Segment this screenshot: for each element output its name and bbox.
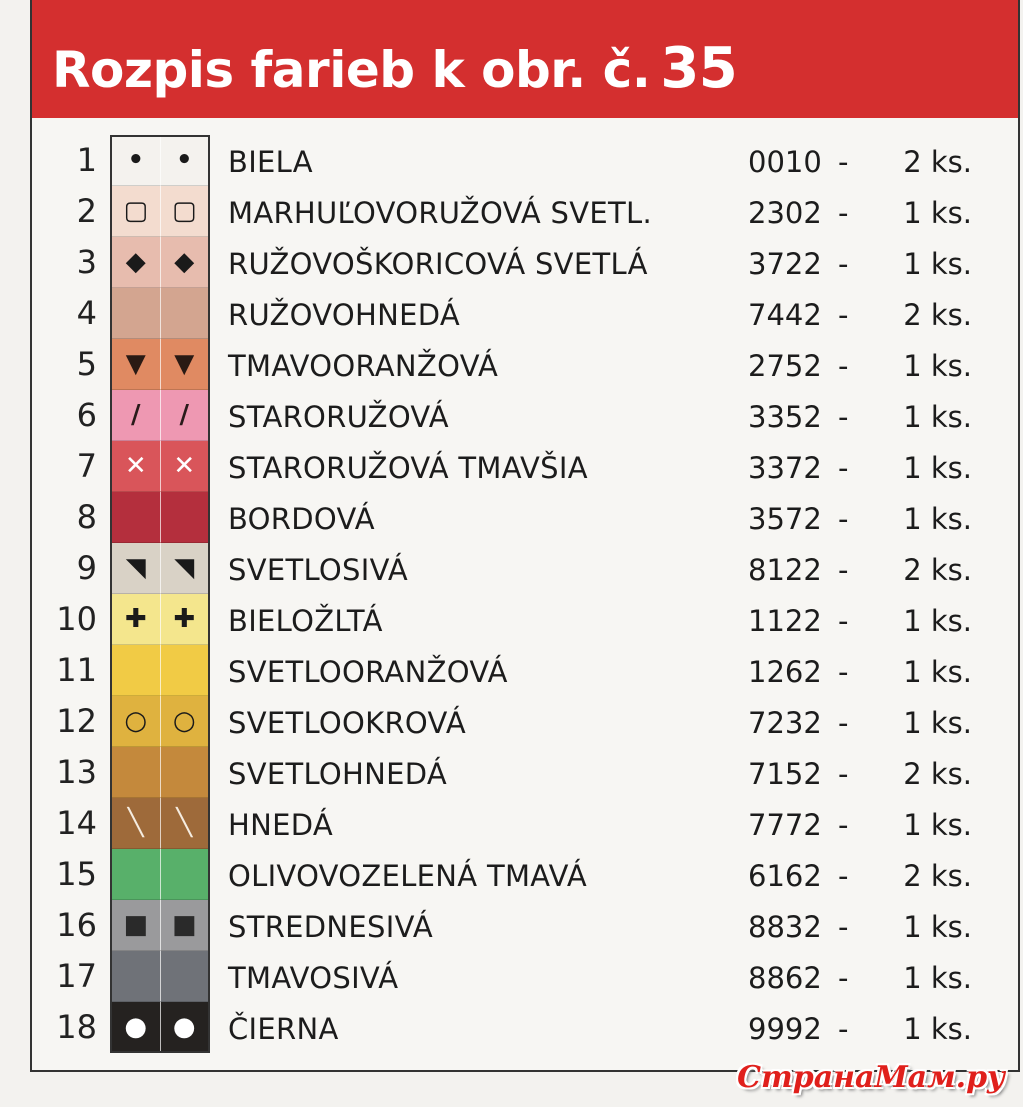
color-code: 1122 [748,604,822,638]
color-swatch-pair [110,1002,210,1053]
plus-icon: ✚ [112,594,161,645]
slash-icon: / [112,390,161,441]
separator-dash: - [838,553,849,587]
cross-icon: ✕ [161,441,209,492]
color-name: STREDNESIVÁ [228,910,434,944]
quantity: 2 ks. [903,859,972,893]
color-row [32,900,1018,951]
separator-dash: - [838,1012,849,1046]
row-number: 14 [56,804,97,842]
square-outline-icon: ▢ [112,186,161,237]
separator-dash: - [838,298,849,332]
color-name: STARORUŽOVÁ [228,400,449,434]
title-text: Rozpis farieb k obr. č. [52,41,651,99]
square-filled-icon: ■ [161,900,209,951]
quantity: 1 ks. [903,196,972,230]
color-swatch-pair [110,951,210,1002]
row-number: 2 [76,192,97,230]
quantity: 1 ks. [903,604,972,638]
quantity: 1 ks. [903,349,972,383]
row-number: 15 [56,855,97,893]
color-name: BIELOŽLTÁ [228,604,383,638]
color-swatch-pair [110,798,210,849]
header-banner [32,0,1018,118]
color-row [32,1002,1018,1053]
quantity: 1 ks. [903,247,972,281]
color-swatch [112,645,161,696]
color-swatch [161,492,209,543]
color-swatch [161,951,209,1002]
color-swatch [161,288,209,339]
row-number: 11 [56,651,97,689]
separator-dash: - [838,961,849,995]
quantity: 1 ks. [903,451,972,485]
watermark-logo: СтранаМам.ру [737,1060,1005,1095]
separator-dash: - [838,145,849,179]
quantity: 1 ks. [903,400,972,434]
color-code: 0010 [748,145,822,179]
color-swatch-pair [110,441,210,492]
backslash-icon: ╲ [112,798,161,849]
quantity: 2 ks. [903,757,972,791]
row-number: 6 [76,396,97,434]
color-code: 3372 [748,451,822,485]
color-code: 3352 [748,400,822,434]
color-chart-card [30,0,1020,1072]
quantity: 1 ks. [903,502,972,536]
quantity: 1 ks. [903,1012,972,1046]
triangle-down-icon: ▼ [161,339,209,390]
quantity: 1 ks. [903,655,972,689]
separator-dash: - [838,349,849,383]
row-number: 5 [76,345,97,383]
color-code: 7442 [748,298,822,332]
color-name: RUŽOVOŠKORICOVÁ SVETLÁ [228,247,648,281]
quantity: 1 ks. [903,961,972,995]
page-title [52,36,737,101]
color-code: 7232 [748,706,822,740]
row-number: 16 [56,906,97,944]
color-row [32,645,1018,696]
title-number: 35 [660,36,738,101]
color-code: 2752 [748,349,822,383]
separator-dash: - [838,604,849,638]
color-code: 1262 [748,655,822,689]
color-code: 8862 [748,961,822,995]
row-number: 10 [56,600,97,638]
color-name: BORDOVÁ [228,502,375,536]
separator-dash: - [838,859,849,893]
separator-dash: - [838,757,849,791]
color-row [32,594,1018,645]
cross-icon: ✕ [112,441,161,492]
color-name: SVETLOSIVÁ [228,553,409,587]
color-swatch-pair [110,849,210,900]
color-name: TMAVOORANŽOVÁ [228,349,499,383]
color-swatch [112,951,161,1002]
square-outline-icon: ▢ [161,186,209,237]
color-name: HNEDÁ [228,808,333,842]
color-name: ČIERNA [228,1012,339,1046]
dot-icon: • [112,135,161,186]
color-swatch-pair [110,747,210,798]
color-row [32,390,1018,441]
separator-dash: - [838,808,849,842]
color-row [32,288,1018,339]
color-swatch-pair [110,492,210,543]
color-swatch-pair [110,696,210,747]
color-swatch-pair [110,339,210,390]
color-swatch-pair [110,135,210,186]
color-row [32,798,1018,849]
color-swatch [112,492,161,543]
color-row [32,747,1018,798]
separator-dash: - [838,910,849,944]
separator-dash: - [838,706,849,740]
quantity: 2 ks. [903,553,972,587]
color-swatch-pair [110,186,210,237]
row-number: 4 [76,294,97,332]
color-name: SVETLOOKROVÁ [228,706,466,740]
dot-white-icon: ● [112,1002,161,1053]
plus-icon: ✚ [161,594,209,645]
diamond-icon: ◆ [161,237,209,288]
separator-dash: - [838,655,849,689]
color-swatch [112,849,161,900]
row-number: 7 [76,447,97,485]
circle-outline-icon: ○ [112,696,161,747]
color-code: 2302 [748,196,822,230]
color-swatch-pair [110,543,210,594]
color-row [32,543,1018,594]
color-row [32,339,1018,390]
diamond-icon: ◆ [112,237,161,288]
corner-triangle-icon: ◥ [112,543,161,594]
dot-white-icon: ● [161,1002,209,1053]
color-name: SVETLOHNEDÁ [228,757,448,791]
separator-dash: - [838,400,849,434]
color-row [32,186,1018,237]
color-name: RUŽOVOHNEDÁ [228,298,460,332]
quantity: 1 ks. [903,706,972,740]
row-number: 13 [56,753,97,791]
row-number: 3 [76,243,97,281]
color-name: SVETLOORANŽOVÁ [228,655,508,689]
triangle-down-icon: ▼ [112,339,161,390]
color-swatch-pair [110,390,210,441]
row-number: 18 [56,1008,97,1046]
color-row [32,492,1018,543]
color-code: 3722 [748,247,822,281]
color-swatch [112,747,161,798]
color-name: OLIVOVOZELENÁ TMAVÁ [228,859,587,893]
color-row [32,441,1018,492]
quantity: 2 ks. [903,298,972,332]
row-number: 1 [76,141,97,179]
color-code: 8122 [748,553,822,587]
quantity: 2 ks. [903,145,972,179]
color-swatch [161,849,209,900]
color-row [32,237,1018,288]
color-swatch-pair [110,645,210,696]
row-number: 17 [56,957,97,995]
separator-dash: - [838,247,849,281]
quantity: 1 ks. [903,808,972,842]
color-code: 9992 [748,1012,822,1046]
corner-triangle-icon: ◥ [161,543,209,594]
slash-icon: / [161,390,209,441]
color-swatch [161,645,209,696]
row-number: 12 [56,702,97,740]
square-filled-icon: ■ [112,900,161,951]
color-code: 6162 [748,859,822,893]
color-code: 7772 [748,808,822,842]
color-swatch [112,288,161,339]
row-number: 8 [76,498,97,536]
color-name: TMAVOSIVÁ [228,961,399,995]
color-swatch-pair [110,288,210,339]
dot-icon: • [161,135,209,186]
color-code: 3572 [748,502,822,536]
separator-dash: - [838,451,849,485]
circle-outline-icon: ○ [161,696,209,747]
color-name: STARORUŽOVÁ TMAVŠIA [228,451,588,485]
separator-dash: - [838,196,849,230]
color-code: 8832 [748,910,822,944]
row-number: 9 [76,549,97,587]
backslash-icon: ╲ [161,798,209,849]
color-row [32,696,1018,747]
color-swatch-pair [110,237,210,288]
color-name: BIELA [228,145,313,179]
color-swatch-pair [110,594,210,645]
color-swatch-pair [110,900,210,951]
color-row [32,135,1018,186]
color-row [32,951,1018,1002]
separator-dash: - [838,502,849,536]
color-row [32,849,1018,900]
color-code: 7152 [748,757,822,791]
quantity: 1 ks. [903,910,972,944]
color-swatch [161,747,209,798]
color-name: MARHUĽOVORUŽOVÁ SVETL. [228,196,652,230]
